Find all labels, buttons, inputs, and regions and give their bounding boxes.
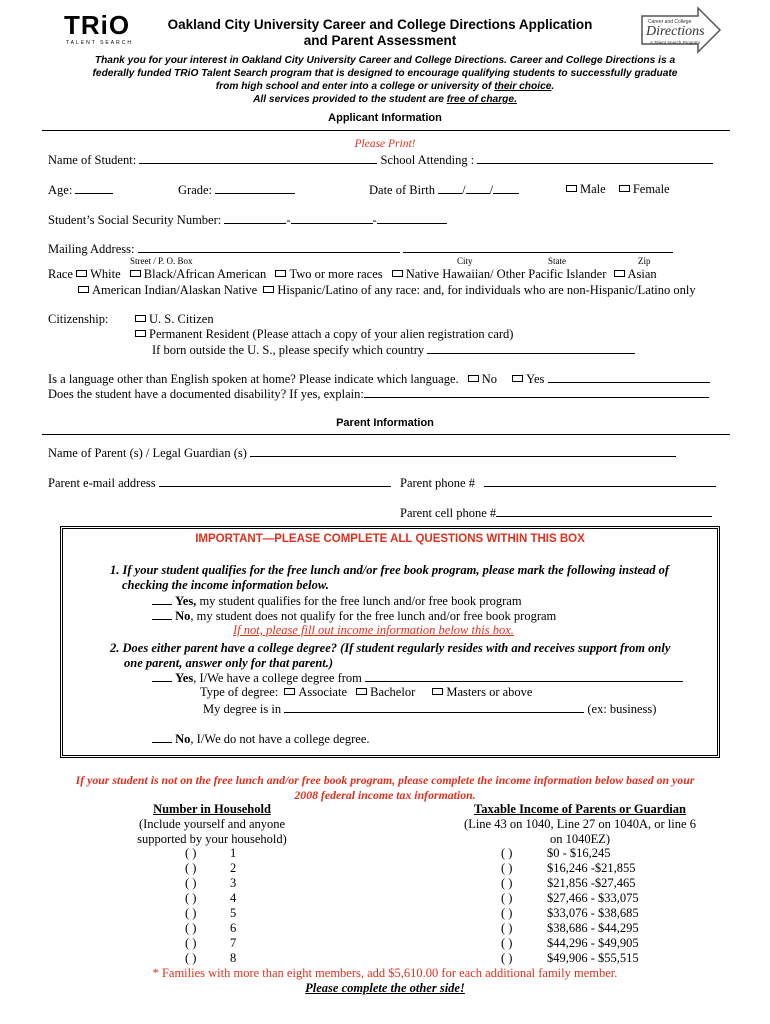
female-checkbox[interactable] xyxy=(619,185,630,192)
degree-in-row xyxy=(203,701,656,717)
degree-example: (ex: business) xyxy=(587,702,657,716)
household-size-checkbox[interactable]: ( ) xyxy=(185,921,197,935)
ssn-label: Student’s Social Security Number: xyxy=(48,213,222,227)
student-name-field[interactable] xyxy=(139,152,377,164)
q2-no-row xyxy=(152,731,370,747)
age-label-row xyxy=(48,182,113,198)
student-name-label: Name of Student: xyxy=(48,153,137,167)
citizen-us-checkbox[interactable] xyxy=(135,315,146,322)
citizen-pr-label: Permanent Resident (Please attach a copy of your alien registration card) xyxy=(149,327,514,341)
trio-logo-subtext: TALENT SEARCH xyxy=(66,40,133,46)
parent-cell-field[interactable] xyxy=(496,505,712,517)
race-native-label: American Indian/Alaskan Native xyxy=(92,283,258,297)
intro-line-3-c: . xyxy=(551,81,555,92)
born-outside-row xyxy=(152,342,635,358)
race-black-label: Black/African American xyxy=(143,267,267,281)
household-size-label: 2 xyxy=(230,861,237,875)
masters-label: Masters or above xyxy=(446,685,533,699)
degree-type-row xyxy=(200,685,532,700)
other-side-note: Please complete the other side! xyxy=(305,981,465,995)
income-range-checkbox[interactable]: ( ) xyxy=(501,891,513,905)
born-outside-label: If born outside the U. S., please specify which country xyxy=(152,343,425,357)
male-checkbox[interactable] xyxy=(566,185,577,192)
household-size-checkbox[interactable]: ( ) xyxy=(185,861,197,875)
ssn-row: Student’s Social Security Number: - - xyxy=(48,212,447,228)
income-range-label: $16,246 -$21,855 xyxy=(547,861,636,875)
citizen-pr-row xyxy=(135,327,513,342)
q2-no-blank[interactable] xyxy=(152,731,172,743)
associate-label: Associate xyxy=(298,685,347,699)
applicant-divider xyxy=(42,130,730,131)
household-size-label: 1 xyxy=(230,846,237,860)
form-title: Oakland City University Career and College Directions Application xyxy=(167,17,593,32)
income-instruction-2: 2008 federal income tax information. xyxy=(294,788,476,802)
income-range-checkbox[interactable]: ( ) xyxy=(501,846,513,860)
household-size-checkbox[interactable]: ( ) xyxy=(185,936,197,950)
ssn-part3-field[interactable] xyxy=(377,212,447,224)
household-size-checkbox[interactable]: ( ) xyxy=(185,906,197,920)
dob-year-field[interactable] xyxy=(493,182,519,194)
parent-name-field[interactable] xyxy=(250,445,676,457)
q1-note: If not, please fill out income information below this box. xyxy=(233,623,514,637)
income-range-label: $27,466 - $33,075 xyxy=(547,891,639,905)
important-title: IMPORTANT—PLEASE COMPLETE ALL QUESTIONS WITHIN THIS BOX xyxy=(195,533,585,545)
language-field[interactable] xyxy=(548,371,710,383)
intro-line-1: Thank you for your interest in Oakland City University Career and College Directions. Career and College Directions is a xyxy=(94,55,676,66)
grade-row xyxy=(178,182,295,198)
parent-phone-label: Parent phone # xyxy=(400,476,475,490)
form-subtitle: and Parent Assessment xyxy=(303,33,457,48)
country-field[interactable] xyxy=(427,342,635,354)
associate-checkbox[interactable] xyxy=(284,688,295,695)
taxable-header: Taxable Income of Parents or Guardian xyxy=(474,802,686,816)
college-name-field[interactable] xyxy=(365,670,683,682)
q1-line-2: checking the income information below. xyxy=(122,578,329,592)
q1-yes-blank[interactable] xyxy=(152,593,172,605)
applicant-section-title: Applicant Information xyxy=(328,112,442,124)
intro-line-2: federally funded TRiO Talent Search program that is designed to encourage qualifying students to successfully graduate xyxy=(92,68,678,79)
race-two-label: Two or more races xyxy=(289,267,383,281)
citizenship-label: Citizenship: xyxy=(48,312,109,326)
q2-yes-blank[interactable] xyxy=(152,670,172,682)
household-size-checkbox[interactable]: ( ) xyxy=(185,846,197,860)
school-field[interactable] xyxy=(477,152,713,164)
taxable-sub-2: on 1040EZ) xyxy=(549,832,611,846)
income-range-checkbox[interactable]: ( ) xyxy=(501,951,513,965)
language-no-checkbox[interactable] xyxy=(468,375,479,382)
q1-yes-text: my student qualifies for the free lunch and/or free book program xyxy=(196,594,522,608)
parent-email-label: Parent e-mail address xyxy=(48,476,156,490)
disability-row xyxy=(48,386,709,402)
intro-line-4-a: All services provided to the student are xyxy=(253,94,447,105)
race-white-label: White xyxy=(90,267,121,281)
income-range-label: $33,076 - $38,685 xyxy=(547,906,639,920)
household-header: Number in Household xyxy=(153,802,271,816)
citizen-pr-checkbox[interactable] xyxy=(135,330,146,337)
q2-no-bold: No xyxy=(175,732,191,746)
q1-no-blank[interactable] xyxy=(152,608,172,620)
intro-their-choice: their choice xyxy=(494,81,552,92)
directions-big-text: Directions xyxy=(646,24,705,39)
bachelor-checkbox[interactable] xyxy=(356,688,367,695)
degree-type-label: Type of degree: xyxy=(200,685,279,699)
bachelor-label: Bachelor xyxy=(370,685,416,699)
q1-no-bold: No xyxy=(175,609,191,623)
income-instruction-1: If your student is not on the free lunch and/or free book program, please complete the income information below based on your xyxy=(75,773,695,787)
parent-name-row xyxy=(48,445,676,461)
language-row xyxy=(48,371,710,387)
intro-free-of-charge: free of charge. xyxy=(446,94,517,105)
household-size-checkbox[interactable]: ( ) xyxy=(185,891,197,905)
income-range-label: $21,856 -$27,465 xyxy=(547,876,636,890)
citizen-us-row xyxy=(135,312,214,327)
directions-small-text: Career and College xyxy=(648,19,692,25)
disability-field[interactable] xyxy=(364,386,709,398)
directions-tiny-text: A Talent Search Program xyxy=(650,40,700,45)
parent-phone-field[interactable] xyxy=(484,475,716,487)
student-name-row xyxy=(48,152,713,168)
city-caption: City xyxy=(457,256,473,266)
household-size-label: 8 xyxy=(230,951,237,965)
q2-line-1: 2. Does either parent have a college degree? (If student regularly resides with and receives support from only xyxy=(110,641,671,655)
zip-caption: Zip xyxy=(638,256,651,266)
language-yes-checkbox[interactable] xyxy=(512,375,523,382)
income-range-label: $0 - $16,245 xyxy=(547,846,611,860)
grade-field[interactable] xyxy=(215,182,295,194)
race-label: Race xyxy=(48,267,73,281)
parent-cell-label: Parent cell phone # xyxy=(400,506,497,520)
q2-no-text: , I/We do not have a college degree. xyxy=(190,732,370,746)
intro-line-4 xyxy=(40,93,730,106)
household-size-checkbox[interactable]: ( ) xyxy=(185,876,197,890)
citizen-us-label: U. S. Citizen xyxy=(149,312,214,326)
parent-name-label: Name of Parent (s) / Legal Guardian (s) xyxy=(48,446,247,460)
ssn-part1-field[interactable] xyxy=(224,212,286,224)
parent-section-title: Parent Information xyxy=(336,417,434,429)
race-hispanic-checkbox[interactable] xyxy=(263,286,274,293)
street-caption: Street / P. O. Box xyxy=(130,256,193,266)
income-range-label: $38,686 - $44,295 xyxy=(547,921,639,935)
street-field[interactable] xyxy=(138,241,400,253)
income-range-checkbox[interactable]: ( ) xyxy=(501,906,513,920)
race-white-checkbox[interactable] xyxy=(76,270,87,277)
age-field[interactable] xyxy=(75,182,113,194)
income-range-checkbox[interactable]: ( ) xyxy=(501,936,513,950)
race-hispanic-label: Hispanic/Latino of any race: and, for individuals who are non-Hispanic/Latino only xyxy=(277,283,696,297)
parent-email-row xyxy=(48,475,391,491)
income-range-checkbox[interactable]: ( ) xyxy=(501,876,513,890)
dob-row: Date of Birth / / xyxy=(369,182,519,198)
q2-yes-row xyxy=(152,670,683,686)
male-label: Male xyxy=(580,182,606,196)
race-two-checkbox[interactable] xyxy=(275,270,286,277)
household-size-label: 5 xyxy=(230,906,237,920)
q1-yes-bold: Yes, xyxy=(175,594,197,608)
dob-month-field[interactable] xyxy=(438,182,462,194)
parent-email-field[interactable] xyxy=(159,475,391,487)
degree-field-field[interactable] xyxy=(284,701,584,713)
grade-label: Grade: xyxy=(178,183,213,197)
mailing-row xyxy=(48,241,673,257)
parent-cell-row xyxy=(400,505,712,521)
age-label: Age: xyxy=(48,183,73,197)
please-print: Please Print! xyxy=(354,138,416,150)
race-native-checkbox[interactable] xyxy=(78,286,89,293)
intro-paragraph xyxy=(40,54,730,106)
taxable-sub-1: (Line 43 on 1040, Line 27 on 1040A, or line 6 xyxy=(464,817,696,831)
race-asian-checkbox[interactable] xyxy=(614,270,625,277)
income-range-checkbox[interactable]: ( ) xyxy=(501,921,513,935)
intro-line-3-a: from high school and enter into a college or university of xyxy=(215,81,495,92)
dob-day-field[interactable] xyxy=(466,182,490,194)
school-label: School Attending : xyxy=(380,153,475,167)
race-asian-label: Asian xyxy=(627,267,657,281)
gender-row xyxy=(566,182,670,197)
language-yes-label: Yes xyxy=(526,372,545,386)
household-size-label: 4 xyxy=(230,891,237,905)
masters-checkbox[interactable] xyxy=(432,688,443,695)
trio-logo-text: TRiO xyxy=(64,10,131,40)
q1-no-text: , my student does not qualify for the free lunch and/or free book program xyxy=(190,609,557,623)
income-range-label: $44,296 - $49,905 xyxy=(547,936,639,950)
language-no-label: No xyxy=(481,372,498,386)
household-size-label: 6 xyxy=(230,921,237,935)
household-sub-1: (Include yourself and anyone xyxy=(138,817,286,831)
parent-phone-row xyxy=(400,475,716,491)
language-question: Is a language other than English spoken at home? Please indicate which language. xyxy=(48,372,459,386)
q2-line-2: one parent, answer only for that parent.) xyxy=(124,656,334,670)
q2-yes-text: , I/We have a college degree from xyxy=(193,671,362,685)
race-hawaiian-label: Native Hawaiian/ Other Pacific Islander xyxy=(405,267,607,281)
race-row-1 xyxy=(48,267,657,282)
household-size-label: 7 xyxy=(230,936,237,950)
city-state-zip-field[interactable] xyxy=(403,241,673,253)
household-size-label: 3 xyxy=(230,876,237,890)
race-hawaiian-checkbox[interactable] xyxy=(392,270,403,277)
race-black-checkbox[interactable] xyxy=(130,270,141,277)
intro-line-3 xyxy=(40,80,730,93)
q1-yes-row xyxy=(152,593,522,609)
q1-line-1: 1. If your student qualifies for the free lunch and/or free book program, please mark the following instead of xyxy=(110,563,670,577)
dob-label: Date of Birth xyxy=(369,183,435,197)
income-range-label: $49,906 - $55,515 xyxy=(547,951,639,965)
q1-no-row xyxy=(152,608,556,624)
race-row-2 xyxy=(78,283,696,298)
female-label: Female xyxy=(632,182,670,196)
q2-yes-bold: Yes xyxy=(175,671,194,685)
household-sub-2: supported by your household) xyxy=(137,832,287,846)
parent-divider xyxy=(42,434,730,435)
degree-in-label: My degree is in xyxy=(203,702,282,716)
income-range-checkbox[interactable]: ( ) xyxy=(501,861,513,875)
directions-logo xyxy=(640,6,722,56)
families-note: * Families with more than eight members, add $5,610.00 for each additional family member. xyxy=(152,966,618,980)
household-size-checkbox[interactable]: ( ) xyxy=(185,951,197,965)
ssn-part2-field[interactable] xyxy=(291,212,373,224)
trio-logo xyxy=(64,10,142,46)
state-caption: State xyxy=(548,256,566,266)
disability-question: Does the student have a documented disability? If yes, explain: xyxy=(48,387,364,401)
mailing-label: Mailing Address: xyxy=(48,242,135,256)
